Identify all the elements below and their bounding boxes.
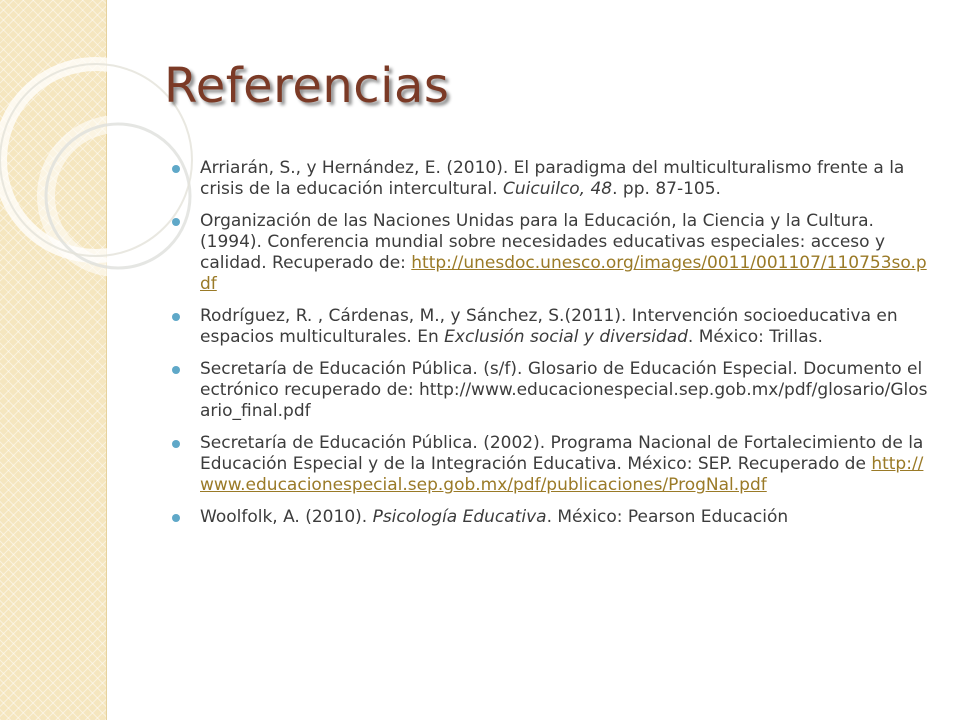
reference-item (172, 359, 932, 422)
reference-source-italic: Exclusión social y diversidad (444, 327, 688, 347)
reference-text-end: . México: Pearson Educación (546, 507, 789, 527)
reference-item (172, 306, 932, 348)
reference-text: Woolfolk, A. (2010). (200, 507, 373, 527)
reference-source-italic: Psicología Educativa (372, 507, 547, 527)
reference-link[interactable]: http://www.educacionespecial.sep.gob.mx/pdf/publicaciones/ProgNal.pdf (200, 454, 924, 495)
reference-source-italic: Cuicuilco, 48 (503, 179, 613, 199)
reference-text: Organización de las Naciones Unidas para la Educación, la Ciencia y la Cultura. (1994). Conferencia mundial sobre necesidades educativas especiales: acceso y calidad. Recuperado de: (200, 211, 886, 273)
reference-text: Secretaría de Educación Pública. (s/f). Glosario de Educación Especial. Documento electrónico recuperado de: http://www.educacionespecial.sep.gob.mx/pdf/glosario/Glosario_final.pdf (200, 359, 928, 421)
reference-text-end: . México: Trillas. (687, 327, 823, 347)
decorative-rings (0, 0, 200, 320)
reference-list (172, 158, 932, 539)
reference-item (172, 158, 932, 200)
reference-item (172, 211, 932, 295)
reference-link[interactable]: http://unesdoc.unesco.org/images/0011/001107/110753so.pdf (200, 253, 927, 294)
reference-item (172, 507, 932, 528)
page-title: Referencias (164, 58, 450, 114)
bullet-icon (172, 514, 180, 522)
bullet-icon (172, 165, 180, 173)
bullet-icon (172, 218, 180, 226)
bullet-icon (172, 440, 180, 448)
reference-text: Rodríguez, R. , Cárdenas, M., y Sánchez, S.(2011). Intervención socioeducativa en espacios multiculturales. En (200, 306, 898, 347)
reference-item (172, 433, 932, 496)
reference-text: Arriarán, S., y Hernández, E. (2010). El paradigma del multiculturalismo frente a la crisis de la educación intercultural. (200, 158, 905, 199)
reference-text: Secretaría de Educación Pública. (2002). Programa Nacional de Fortalecimiento de la Educación Especial y de la Integración Educativa. México: SEP. Recuperado de (200, 433, 924, 474)
bullet-icon (172, 366, 180, 374)
reference-text-end: . pp. 87-105. (612, 179, 721, 199)
bullet-icon (172, 313, 180, 321)
